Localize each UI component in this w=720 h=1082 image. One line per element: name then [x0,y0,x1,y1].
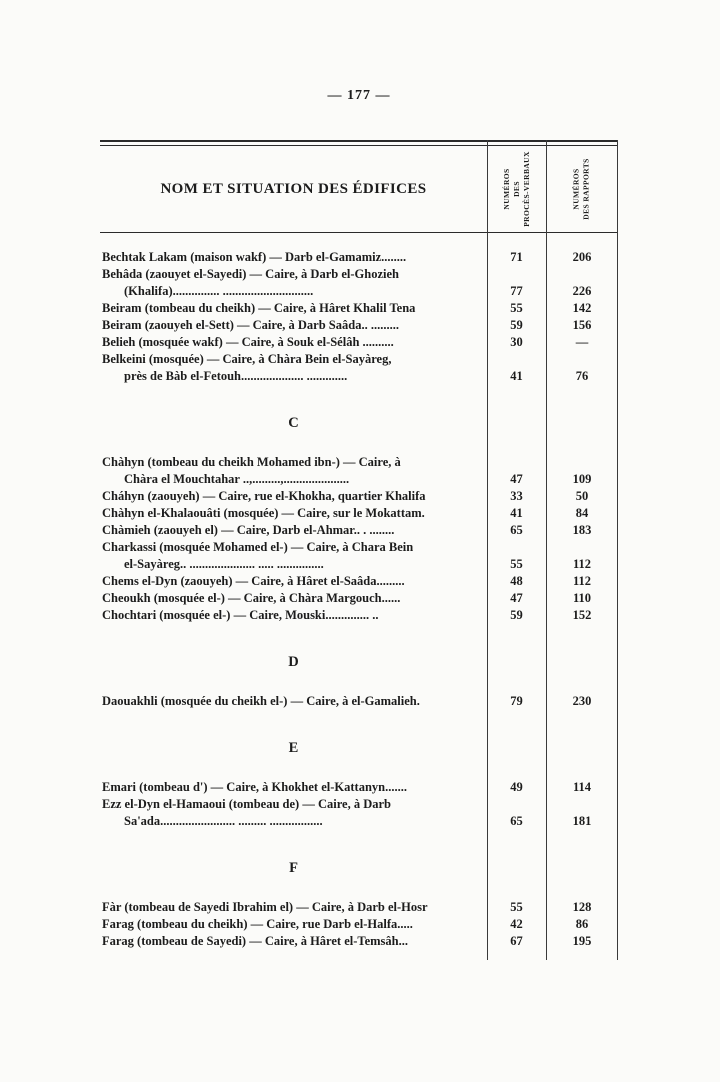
table-row [100,300,618,317]
proces-verbaux-number: 47 [510,472,523,486]
rapport-number: 109 [572,472,592,486]
edifice-name-line: Belkeini (mosquée) — Caire, à Chàra Bein el-Sayàreg, [102,352,392,366]
header-pv-line-2: DES [511,181,521,197]
header-proces-verbaux-rotated-text [502,151,532,227]
edifice-name-line: el-Sayàreg.. ..................... ..... ............... [124,557,324,571]
proces-verbaux-number: 41 [510,369,523,383]
proces-verbaux-number: 47 [510,591,523,605]
rapport-number: 84 [575,506,589,520]
proces-verbaux-number: 55 [510,900,523,914]
edifice-name-cell [100,505,487,522]
header-rap-line-1: NUMÉROS [571,168,581,210]
proces-verbaux-number: 65 [510,523,523,537]
edifice-name-line: Chàra el Mouchtahar ..,.........,..................... [124,472,350,486]
edifice-name-line: Beiram (zaouyeh el-Sett) — Caire, à Darb Saâda.. ......... [102,318,399,332]
header-numeros-rapports [546,146,618,232]
column-rule-1 [487,140,488,960]
table-row [100,539,618,573]
table-row [100,266,618,300]
header-rapports-rotated-text [572,158,592,219]
header-numeros-proces-verbaux [487,146,546,232]
rapport-number: 76 [575,369,589,383]
edifice-name-cell [100,454,487,488]
header-nom-label: NOM ET SITUATION DES ÉDIFICES [160,180,427,197]
rapport-number: 128 [572,900,592,914]
section-letter: C [288,415,299,431]
edifice-name-line: Belieh (mosquée wakf) — Caire, à Souk el-Sélâh .......... [102,335,394,349]
table-row [100,505,618,522]
edifice-name-line: Chàmieh (zaouyeh el) — Caire, Darb el-Ahmar.. . ........ [102,523,395,537]
edifice-name-line: Behâda (zaouyet el-Sayedi) — Caire, à Darb el-Ghozieh [102,267,399,281]
proces-verbaux-number: 55 [510,301,523,315]
proces-verbaux-number: 65 [510,814,523,828]
proces-verbaux-number: 79 [510,694,523,708]
proces-verbaux-number: 59 [510,318,523,332]
edifice-name-cell [100,899,487,916]
edifice-name-cell [100,607,487,624]
rapport-number: 114 [572,780,592,794]
edifices-table [100,140,618,960]
edifice-name-cell [100,539,487,573]
rapport-number: 110 [572,591,592,605]
table-row [100,351,618,385]
table-row [100,779,618,796]
rapport-number: 230 [572,694,592,708]
table-row [100,590,618,607]
proces-verbaux-number: 49 [510,780,523,794]
edifice-name-line: Bechtak Lakam (maison wakf) — Darb el-Gamamiz........ [102,250,407,264]
page-number: — 177 — [327,88,391,103]
table-row [100,693,618,710]
rapport-number: 156 [572,318,592,332]
edifice-name-cell [100,573,487,590]
edifice-name-line: Sa'ada........................ ......... ................. [124,814,323,828]
rapport-number: 86 [575,917,589,931]
rapport-number: 195 [572,934,592,948]
proces-verbaux-number: 48 [510,574,523,588]
section-letter: D [288,654,299,670]
edifice-name-line: (Khalifa)............... ............................. [124,284,314,298]
edifice-name-cell [100,796,487,830]
edifice-name-line: Chems el-Dyn (zaouyeh) — Caire, à Hâret el-Saâda......... [102,574,405,588]
edifice-name-line: Emari (tombeau d') — Caire, à Khokhet el-Kattanyn....... [102,780,407,794]
rapport-number: 226 [572,284,592,298]
rapport-number: 112 [572,574,592,588]
edifice-name-line: Chàhyn (tombeau du cheikh Mohamed ibn-) — Caire, à [102,455,401,469]
rapport-number: 142 [572,301,592,315]
rapport-number: 206 [572,250,592,264]
edifice-name-cell [100,488,487,505]
table-row [100,249,618,266]
table-row [100,454,618,488]
table-row [100,796,618,830]
header-pv-line-3: PROCÈS-VERBAUX [521,151,531,227]
edifice-name-cell [100,334,487,351]
edifice-name-line: Fàr (tombeau de Sayedi Ibrahim el) — Caire, à Darb el-Hosr [102,900,428,914]
header-pv-line-1: NUMÉROS [501,168,511,210]
edifice-name-line: Farag (tombeau du cheikh) — Caire, rue Darb el-Halfa..... [102,917,413,931]
column-rule-right [617,140,618,960]
section-letter: F [289,860,298,876]
edifice-name-line: Chàhyn el-Khalaouâti (mosquée) — Caire, sur le Mokattam. [102,506,425,520]
edifice-name-cell [100,916,487,933]
proces-verbaux-number: 59 [510,608,523,622]
table-row [100,607,618,624]
proces-verbaux-number: 67 [510,934,523,948]
proces-verbaux-number: 30 [510,335,523,349]
edifice-name-cell [100,693,487,710]
rapport-number: 152 [572,608,592,622]
table-row [100,334,618,351]
proces-verbaux-number: 77 [510,284,523,298]
table-header [100,146,618,233]
table-body [100,233,618,960]
edifice-name-cell [100,590,487,607]
edifice-name-cell [100,317,487,334]
header-rap-line-2: DES RAPPORTS [581,158,591,220]
edifice-name-line: Farag (tombeau de Sayedi) — Caire, à Hâret el-Temsâh... [102,934,408,948]
rapport-number: 181 [572,814,592,828]
rapport-number: 112 [572,557,592,571]
proces-verbaux-number: 71 [510,250,523,264]
table-row [100,317,618,334]
edifice-name-cell [100,300,487,317]
edifice-name-line: Ezz el-Dyn el-Hamaoui (tombeau de) — Caire, à Darb [102,797,391,811]
edifice-name-line: Chochtari (mosquée el-) — Caire, Mouski.............. .. [102,608,379,622]
edifice-name-line: Beiram (tombeau du cheikh) — Caire, à Hâret Khalil Tena [102,301,416,315]
table-row [100,899,618,916]
edifice-name-cell [100,779,487,796]
proces-verbaux-number: 41 [510,506,523,520]
edifice-name-line: près de Bàb el-Fetouh.................... ............. [124,369,348,383]
edifice-name-cell [100,266,487,300]
edifice-name-cell [100,249,487,266]
proces-verbaux-number: 42 [510,917,523,931]
table-row [100,488,618,505]
table-row [100,573,618,590]
section-letter: E [288,740,299,756]
edifice-name-line: Cheoukh (mosquée el-) — Caire, à Chàra Margouch...... [102,591,401,605]
edifice-name-cell [100,522,487,539]
edifice-name-cell [100,933,487,950]
proces-verbaux-number: 55 [510,557,523,571]
proces-verbaux-number: 33 [510,489,523,503]
table-row [100,916,618,933]
edifice-name-line: Charkassi (mosquée Mohamed el-) — Caire, à Chara Bein [102,540,414,554]
column-rule-2 [546,140,547,960]
rapport-number: — [575,335,589,349]
table-row [100,522,618,539]
edifice-name-line: Daouakhli (mosquée du cheikh el-) — Caire, à el-Gamalieh. [102,694,420,708]
rapport-number: 50 [575,489,589,503]
edifice-name-cell [100,351,487,385]
table-row [100,933,618,950]
rapport-number: 183 [572,523,592,537]
edifice-name-line: Cháhyn (zaouyeh) — Caire, rue el-Khokha, quartier Khalifa [102,489,426,503]
header-nom-et-situation [100,146,487,232]
